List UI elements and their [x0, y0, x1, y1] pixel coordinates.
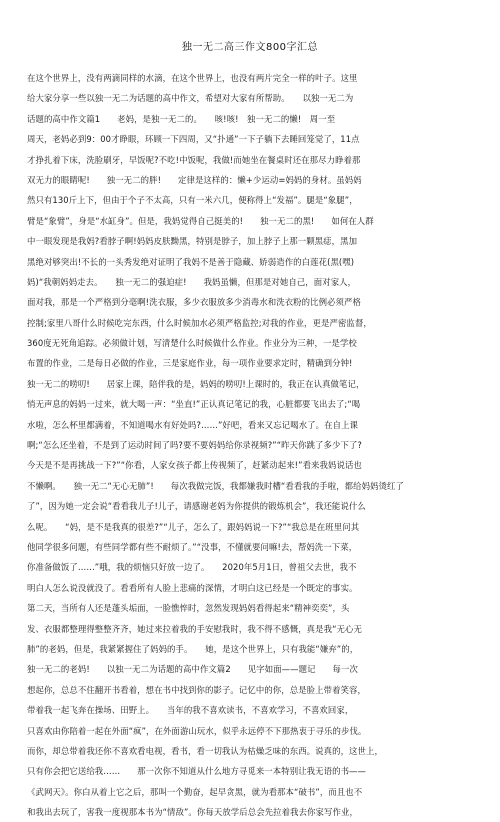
text-line: 妈)“我朝妈妈走去。 独一无二的强迫症! 我妈虽懒，但那是对她自己，面对家人， [27, 276, 357, 287]
text-line: 悄无声息的妈妈一过来，就大喝一声：“坐直!”正认真记笔记的我，心脏都要飞出去了;“喝 [27, 399, 361, 410]
text-line: 臂是“象臂”，身是“水缸身”。但是，我妈觉得自己挺美的! 独一无二的黑! 如何在人群 [27, 215, 374, 226]
text-line: 控制;家里八哥什么时候吃完东西，什么时候加水必须严格监控;对我的作业，更是严密监督， [27, 317, 372, 328]
text-line: 独一无二的唠叨! 居家上课，陪伴我的是，妈妈的唠叨!上课时的，我正在认真做笔记， [27, 378, 365, 389]
text-line: 双无力的眼睛呢! 独一无二的胖! 定律是这样的：懒+少运动=妈妈的身材。虽妈妈 [27, 174, 362, 185]
text-line: 在这个世界上，没有两滴同样的水滴，在这个世界上，也没有两片完全一样的叶子。这里 [27, 73, 358, 83]
text-line: 了”，因为她一定会说“看看我儿子!儿子，请感谢老妈为你提供的锻炼机会”，我还能说什么 [27, 501, 366, 512]
text-line: 《武网天》。你白从着上它之后，那叫一个勤奋，起早贪黑，就为看那本“破书”，而且也不 [27, 786, 363, 797]
text-line: 只喜欢由你陪着一起在外面“疯”，在外面游山玩水，似乎永远停不下那热衷于寻乐的步伐。 [27, 725, 367, 736]
text-line: 第二天，当所有人还是蓬头垢面，一脸憔悴时，忽然发现妈妈看得起来“精神奕奕”，头 [27, 603, 350, 614]
text-line: 然只有130斤上下，但由于个子不太高，只有一米六几，便称得上“发福”。腿是“象腿”， [27, 195, 358, 206]
text-line: 啊;“怎么还坐着，不是到了运动时间了吗?要不要妈妈给你录视频?”“昨天你跳了多少下了? [27, 440, 362, 451]
text-line: 而你，却总带着我还你不喜欢看电视，看书，看一切我认为枯燥乏味的东西。说真的，这世上， [27, 745, 383, 756]
text-line: 话题的高中作文篇1 老妈，是独一无二的。 咳!咳! 独一无二的懒! 周一至 [27, 113, 336, 124]
text-line: 今天是不是再挑战一下?”“你看，人家女孩子都上传视频了，赶紧动起来!”看来我妈说话也 [27, 460, 362, 471]
text-line: 360度无死角追踪。必须做计划，写清楚什么时候做什么作业。作业分为三种，一是学校 [27, 338, 357, 349]
text-line: 独一无二的老妈! 以独一无二为话题的高中作文篇2 见字如面——题记 每一次 [27, 664, 358, 675]
document-title: 独一无二高三作文800字汇总 [181, 42, 319, 53]
text-line: 不懒啊。 独一无二“无心无肺”! 每次我做完饭，我都嫌我时槽“看看我的手啦，都给妈妈烫红了 [27, 480, 405, 491]
text-line: 想起你，总总不住翻开书看着，想在书中找到你的影子。记忆中的你，总是脸上带着笑容， [27, 684, 366, 695]
text-line: 中一眼发现是我妈?看脖子啊!妈妈皮肤黝黑，特别是脖子，加上脖子上那一颗黑痣，黑加 [27, 236, 358, 247]
text-line: 带着我一起飞奔在操场、田野上。 当年的我不喜欢读书，不喜欢学习，不喜欢回家， [27, 705, 354, 716]
text-line: 才挣扎着下床，洗脸刷牙，早饭呢?不吃!中饭呢，我做!而她坐在餐桌时还在那尽力睁着那 [27, 154, 361, 165]
text-line: 你准备做饭了……”哦，我的烦恼只好放一边了。 2020年5月1日，曾祖父去世，我不 [27, 562, 357, 573]
text-line: 和我出去玩了，害我一度视那本书为“情敌”。你每天放学后总会先拉着我去你家写作业， [27, 807, 358, 818]
text-line: 明白人怎么说没就没了。看看所有人脸上悲痛的深情，才明白这已经是一个既定的事实。 [27, 582, 358, 593]
text-line: 只有你会把它送给我…… 那一次你不知道从什么地方寻觅来一本特别让我无语的书—— [27, 766, 366, 777]
text-line: 么呢。 “妈，是不是我真的很差?”“儿子，怎么了，跟妈妈说一下?”“我总是在班里问其 [27, 521, 360, 532]
text-line: 给大家分享一些以独一无二为话题的高中作文，希望对大家有所帮助。 以独一无二为 [27, 93, 354, 104]
document-body [27, 68, 473, 822]
text-line: 肺”的老妈，但是，我紧紧握住了妈妈的手。 她，是这个世界上，只有我能“嫌弃”的， [27, 643, 359, 654]
text-line: 水啦，怎么杯里都满着，不知道喝水有好处吗?……”好吧，看来又忘记喝水了。在自上课 [27, 419, 359, 430]
text-line: 布置的作业，二是每日必做的作业，三是家庭作业，每一项作业要求定时，精确到分钟! [27, 358, 353, 369]
text-line: 他同学很多问题，有些同学都有些不耐烦了。”“没事，不懂就要问嘛!去，帮妈洗一下菜， [27, 541, 358, 552]
text-line: 黑绝对够突出!不长的一头秀发绝对证明了我妈不是善于隐藏、娇弱造作的白莲花(黑(嘿) [27, 256, 355, 267]
text-line: 发、衣服都整理得整整齐齐，她过来拉着我的手安慰我时，我不得不感慨，真是我“无心无 [27, 623, 362, 634]
text-line: 周天，老妈必到9：00才睁眼，环顾一下四周，又“扑通”一下子躺下去睡回笼觉了，11点 [27, 134, 360, 145]
text-line: 面对我，那是一个严格到分毫啊!洗衣服，多少衣服放多少消毒水和洗衣粉的比例必须严格 [27, 297, 361, 308]
